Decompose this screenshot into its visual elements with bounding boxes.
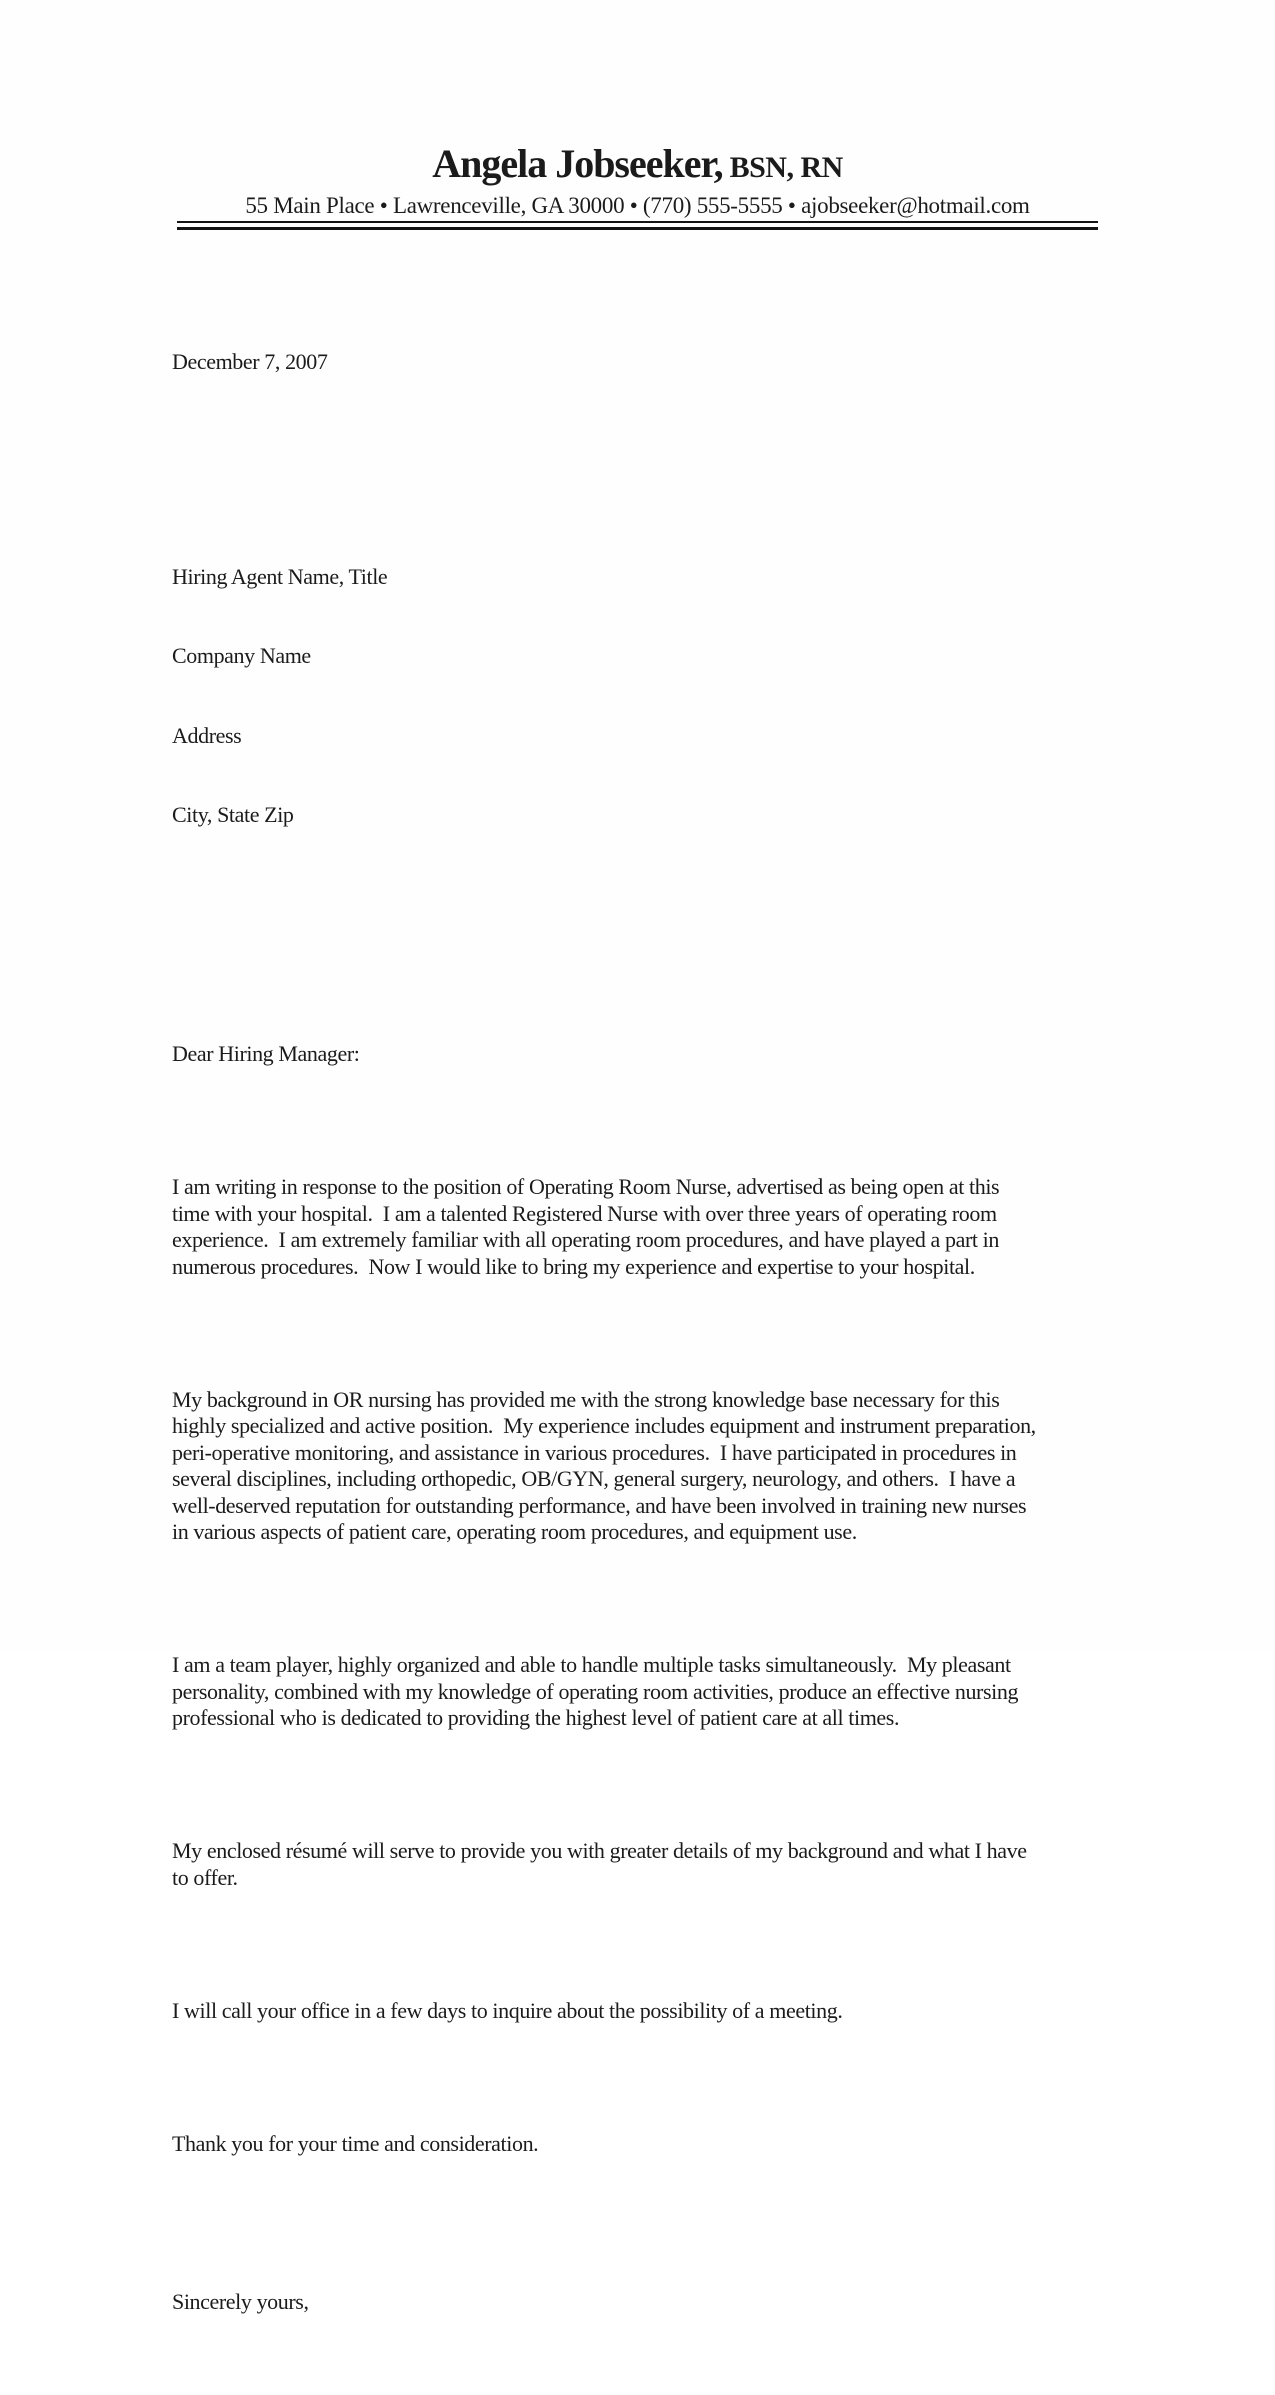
- body-paragraph-3: I am a team player, highly organized and able to handle multiple tasks simultaneously. My pleasant personality, combined with my knowledge of operating room activities, produce an effective nursing professional who is dedicated to providing the highest level of patient care at all times.: [172, 1652, 1024, 1730]
- header-divider-rule: [177, 221, 1098, 230]
- body-paragraph-4: My enclosed résumé will serve to provide you with greater details of my background and what I have to offer.: [172, 1838, 1032, 1890]
- date-line: December 7, 2007: [172, 348, 328, 374]
- salutation: Dear Hiring Manager:: [172, 1041, 360, 1066]
- contact-info-line: 55 Main Place • Lawrenceville, GA 30000 • (770) 555-5555 • ajobseeker@hotmail.com: [245, 193, 1030, 218]
- applicant-name: Angela Jobseeker,: [432, 141, 723, 186]
- letterhead: [0, 140, 1275, 187]
- closing-signoff: Sincerely yours,: [172, 2288, 309, 2314]
- body-paragraph-1: I am writing in response to the position of Operating Room Nurse, advertised as being open at this time with your hospital. I am a talented Registered Nurse with over three years of operating room experience. I am extremely familiar with all operating room procedures, and have played a part in numerous procedures. Now I would like to bring my experience and expertise to your hospital.: [172, 1174, 1005, 1279]
- body-paragraph-2: My background in OR nursing has provided me with the strong knowledge base necessary for this highly specialized and active position. My experience includes equipment and instrument preparation, peri-operative monitoring, and assistance in various procedures. I have participated in procedures in several disciplines, including orthopedic, OB/GYN, general surgery, neurology, and others. I have a well-deserved reputation for outstanding performance, and have been involved in training new nurses in various aspects of patient care, operating room procedures, and equipment use.: [172, 1386, 1041, 1544]
- recipient-line-company: Company Name: [172, 643, 311, 668]
- recipient-block: [172, 511, 1038, 882]
- recipient-line-city-state-zip: City, State Zip: [172, 802, 294, 827]
- body-paragraph-5: I will call your office in a few days to inquire about the possibility of a meeting.: [172, 1997, 843, 2023]
- recipient-line-address: Address: [172, 722, 242, 748]
- applicant-credentials: BSN, RN: [729, 151, 843, 184]
- letter-body: [172, 269, 1041, 2395]
- body-paragraph-6: Thank you for your time and consideration.: [172, 2130, 539, 2156]
- recipient-line-name-title: Hiring Agent Name, Title: [172, 563, 388, 589]
